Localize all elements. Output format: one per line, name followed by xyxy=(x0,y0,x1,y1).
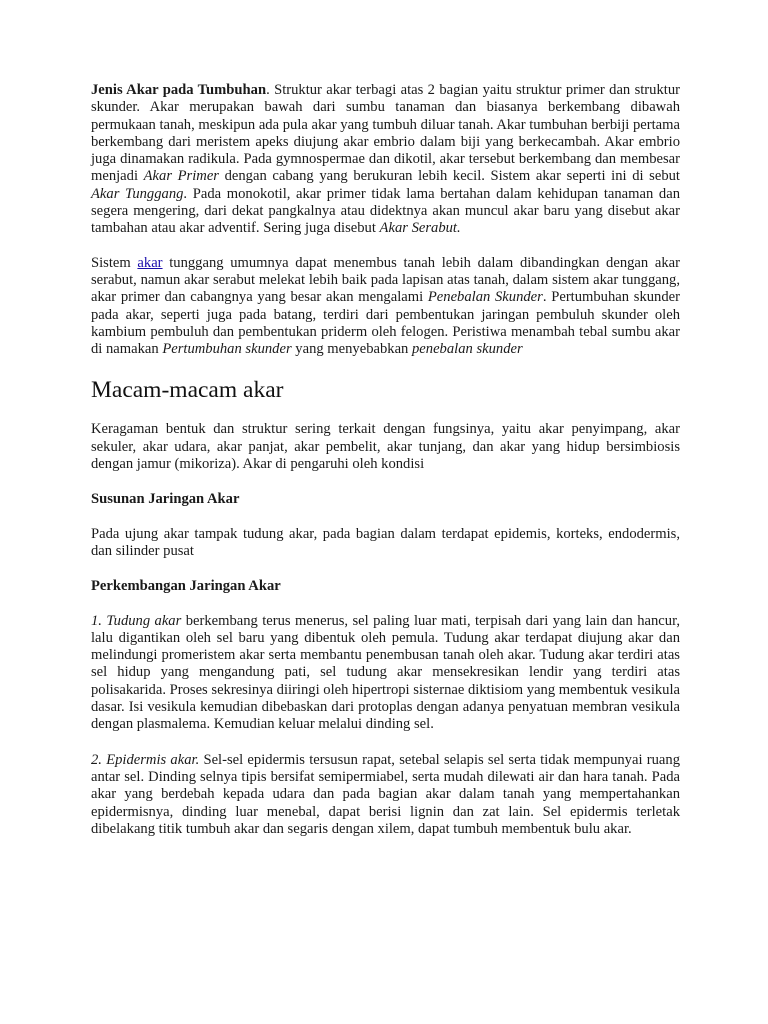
sistem-paragraph xyxy=(91,255,680,359)
sistem-text: . Pertumbuhan skunder pada akar, seperti juga pada batang, terdiri dari pembentukan jaringan pembuluh skunder oleh kambium pembuluh dan pembentukan priderm oleh felogen. Peristiwa menambah tebal sumbu akar di namakan xyxy=(91,289,680,358)
emphasis-akar-primer: Akar Primer xyxy=(143,168,219,185)
document-page xyxy=(91,82,680,856)
emphasis-akar-tunggang: Akar Tunggang xyxy=(91,185,184,202)
susunan-heading: Susunan Jaringan Akar xyxy=(91,491,240,508)
tudung-akar-text: berkembang terus menerus, sel paling luar mati, terpisah dari yang lain dan hancur, lalu digantikan oleh sel baru yang dibentuk oleh pemula. Tudung akar terdapat diujung akar dan melindungi promeristem akar serta membantu penembusan tanah oleh akar. Tudung akar terdiri atas sel hidup yang mengandung pati, sel tudung akar mensekresikan lendir yang terdiri atas polisakarida. Proses sekresinya diiringi oleh hipertropi sisternae diktisiom yang membentuk vesikula dasar. Isi vesikula kemudian dibebaskan dari protoplas dengan adanya penyatuan membran vesikula dengan plasmalema. Kemudian keluar melalui dinding sel. xyxy=(91,612,680,733)
emphasis-akar-serabut: Akar Serabut. xyxy=(379,220,461,237)
sistem-text: tunggang umumnya dapat menembus tanah lebih dalam dibandingkan dengan akar serabut, namun akar serabut melekat lebih baik pada lapisan atas tanah, dalam sistem akar tunggang, akar primer dan cabangnya yang besar akan mengalami xyxy=(91,254,680,306)
epidermis-akar-paragraph xyxy=(91,752,680,838)
sistem-text: yang menyebabkan xyxy=(291,341,412,358)
epidermis-akar-text: Sel-sel epidermis tersusun rapat, setebal selapis sel serta tidak mempunyai ruang antar sel. Dinding selnya tipis bersifat semipermiabel, serta mudah dilewati air dan hara tanah. Pada akar yang berdebah kepada udara dan pada bagian akar dalam tanah yang mempertahankan epidermisnya, dinding luar menebal, dapat berisi lignin dan zat lain. Sel epidermis terletak dibelakang titik tumbuh akar dan segaris dengan xilem, dapat tumbuh membentuk bulu akar. xyxy=(91,751,680,837)
susunan-paragraph: Pada ujung akar tampak tudung akar, pada bagian dalam terdapat epidemis, korteks, endodermis, dan silinder pusat xyxy=(91,525,680,559)
epidermis-akar-lead: 2. Epidermis akar. xyxy=(91,751,200,768)
emphasis-pertumbuhan-skunder: Pertumbuhan skunder xyxy=(162,341,292,358)
emphasis-penebalan-skunder-2: penebalan skunder xyxy=(412,341,523,358)
intro-text: . Pada monokotil, akar primer tidak lama bertahan dalam kehidupan tanaman dan segera mengering, dari dekat pangkalnya atau didektnya akan muncul akar baru yang disebut akar tambahan atau akar adventif. Sering juga disebut xyxy=(91,185,681,237)
intro-title: Jenis Akar pada Tumbuhan xyxy=(91,82,267,98)
intro-text: dengan cabang yang berukuran lebih kecil. Sistem akar seperti ini di sebut xyxy=(218,168,680,185)
section-heading: Macam-macam akar xyxy=(91,377,284,404)
intro-text: . Struktur akar terbagi atas 2 bagian yaitu struktur primer dan struktur skunder. Akar merupakan bawah dari sumbu tanaman dan biasanya berkembang dibawah permukaan tanah, meskipun ada pula akar yang tumbuh diluar tanah. Akar tumbuhan berbiji pertama berkembang dari meristem apeks diujung akar embrio dalam biji yang berkecambah. Akar embrio juga dinamakan radikula. Pada gymnospermae dan dikotil, akar tersebut berkembang dan membesar menjadi xyxy=(91,82,680,185)
akar-link[interactable]: akar xyxy=(137,254,163,271)
emphasis-penebalan-skunder: Penebalan Skunder xyxy=(427,289,543,306)
perkembangan-heading: Perkembangan Jaringan Akar xyxy=(91,578,281,595)
tudung-akar-paragraph xyxy=(91,613,680,734)
intro-paragraph xyxy=(91,82,680,238)
keragaman-paragraph: Keragaman bentuk dan struktur sering terkait dengan fungsinya, yaitu akar penyimpang, akar sekuler, akar udara, akar panjat, akar pembelit, akar tunjang, dan akar yang hidup bersimbiosis dengan jamur (mikoriza). Akar di pengaruhi oleh kondisi xyxy=(91,421,680,473)
tudung-akar-lead: 1. Tudung akar xyxy=(91,612,182,629)
sistem-text: Sistem xyxy=(91,254,138,271)
